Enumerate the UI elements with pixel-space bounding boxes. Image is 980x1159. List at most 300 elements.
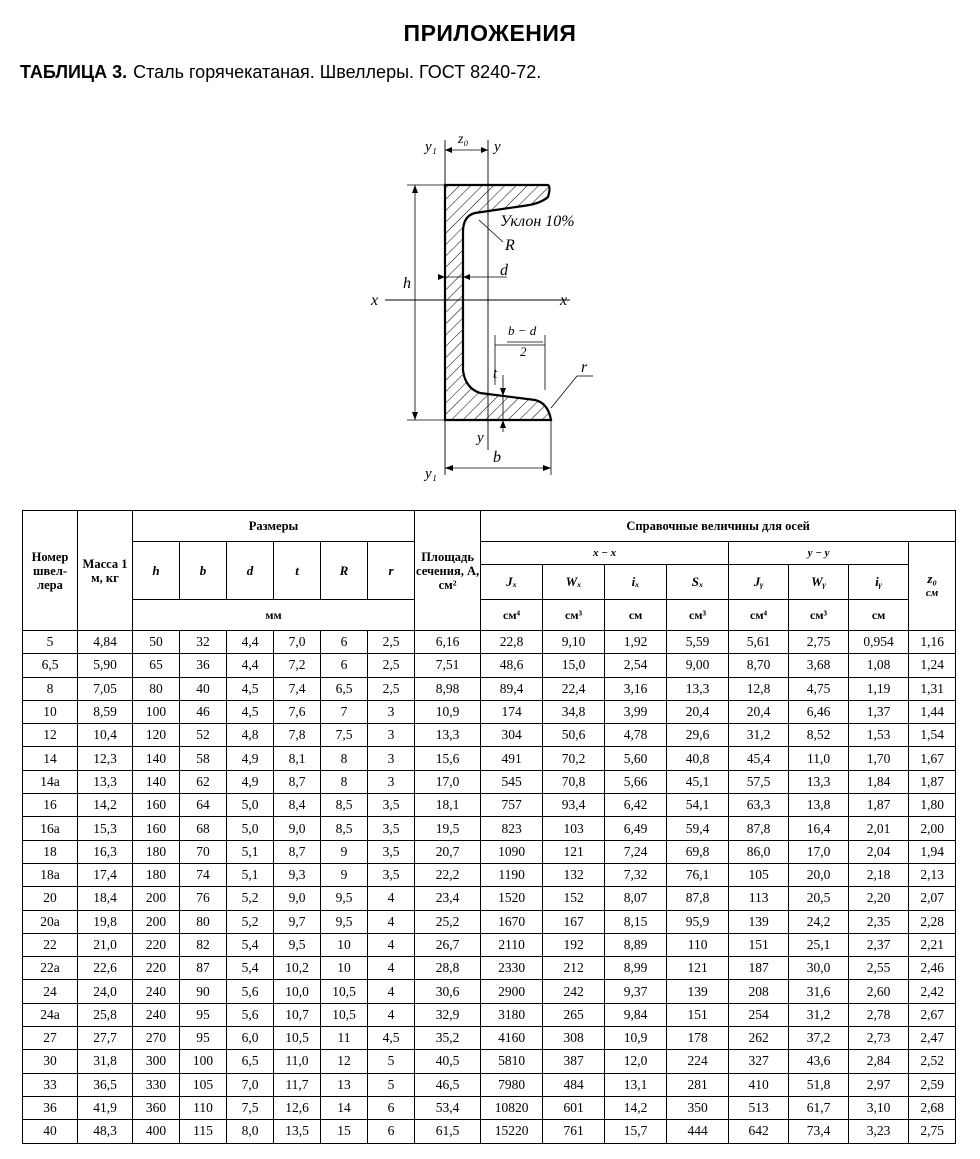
table-cell: 20,5 [789, 887, 849, 910]
caption-text: Сталь горячекатаная. Швеллеры. ГОСТ 8240-72. [133, 62, 542, 82]
table-cell: 3,10 [849, 1096, 909, 1119]
table-cell: 5,6 [227, 980, 274, 1003]
table-cell: 20 [23, 887, 78, 910]
table-cell: 200 [133, 910, 180, 933]
table-row [23, 677, 956, 700]
table-cell: 8,1 [274, 747, 321, 770]
table-cell: 2,5 [368, 654, 415, 677]
table-cell: 9 [321, 863, 368, 886]
table-cell: 4,75 [789, 677, 849, 700]
table-cell: 8,70 [729, 654, 789, 677]
header-unit-3: см³ [667, 600, 729, 631]
label-x-left: x [371, 292, 379, 309]
table-row [23, 724, 956, 747]
table-cell: 36 [180, 654, 227, 677]
table-cell: 270 [133, 1027, 180, 1050]
table-cell: 4,5 [227, 677, 274, 700]
table-cell: 5,2 [227, 887, 274, 910]
table-cell: 7,5 [227, 1096, 274, 1119]
table-cell: 3 [368, 724, 415, 747]
table-cell: 10,7 [274, 1003, 321, 1026]
header-size-0: h [133, 542, 180, 600]
table-cell: 400 [133, 1120, 180, 1143]
label-h: h [403, 275, 411, 292]
table-cell: 18 [23, 840, 78, 863]
table-cell: 3,5 [368, 817, 415, 840]
table-cell: 7,32 [605, 863, 667, 886]
header-z0 [909, 542, 956, 631]
table-cell: 63,3 [729, 794, 789, 817]
table-cell: 70,8 [543, 770, 605, 793]
table-cell: 2,60 [849, 980, 909, 1003]
table-cell: 16a [23, 817, 78, 840]
table-cell: 7,5 [321, 724, 368, 747]
table-cell: 265 [543, 1003, 605, 1026]
table-cell: 51,8 [789, 1073, 849, 1096]
table-cell: 15,7 [605, 1120, 667, 1143]
table-cell: 254 [729, 1003, 789, 1026]
header-unit-6: см [849, 600, 909, 631]
table-cell: 10,4 [78, 724, 133, 747]
table-cell: 54,1 [667, 794, 729, 817]
table-cell: 1,94 [909, 840, 956, 863]
table-cell: 31,8 [78, 1050, 133, 1073]
table-cell: 87,8 [729, 817, 789, 840]
table-row [23, 1096, 956, 1119]
table-cell: 208 [729, 980, 789, 1003]
table-cell: 4160 [481, 1027, 543, 1050]
table-cell: 59,4 [667, 817, 729, 840]
table-cell: 350 [667, 1096, 729, 1119]
table-cell: 5,4 [227, 933, 274, 956]
table-cell: 140 [133, 770, 180, 793]
table-cell: 360 [133, 1096, 180, 1119]
table-cell: 823 [481, 817, 543, 840]
table-cell: 2,75 [909, 1120, 956, 1143]
table-row [23, 1027, 956, 1050]
table-cell: 40 [23, 1120, 78, 1143]
table-row [23, 700, 956, 723]
table-cell: 152 [543, 887, 605, 910]
table-cell: 15,3 [78, 817, 133, 840]
table-cell: 1,53 [849, 724, 909, 747]
table-cell: 20,7 [415, 840, 481, 863]
table-cell: 24,2 [789, 910, 849, 933]
table-cell: 174 [481, 700, 543, 723]
table-cell: 15 [321, 1120, 368, 1143]
table-cell: 20a [23, 910, 78, 933]
table-cell: 304 [481, 724, 543, 747]
table-cell: 2,55 [849, 957, 909, 980]
header-z0-unit: см [925, 587, 939, 599]
label-b: b [493, 449, 501, 466]
table-cell: 484 [543, 1073, 605, 1096]
table-cell: 10,5 [321, 1003, 368, 1026]
table-row [23, 910, 956, 933]
table-cell: 8,15 [605, 910, 667, 933]
table-cell: 4,8 [227, 724, 274, 747]
header-yy-0: Jᵧ [729, 565, 789, 600]
table-cell: 1,54 [909, 724, 956, 747]
table-cell: 5,66 [605, 770, 667, 793]
table-cell: 65 [133, 654, 180, 677]
table-cell: 7,51 [415, 654, 481, 677]
table-cell: 50,6 [543, 724, 605, 747]
table-cell: 6,5 [227, 1050, 274, 1073]
table-cell: 6,0 [227, 1027, 274, 1050]
table-cell: 8,7 [274, 770, 321, 793]
table-cell: 24,0 [78, 980, 133, 1003]
table-cell: 8 [321, 747, 368, 770]
table-cell: 5 [368, 1073, 415, 1096]
table-cell: 8,07 [605, 887, 667, 910]
table-cell: 1,87 [849, 794, 909, 817]
header-xx-2: iₓ [605, 565, 667, 600]
table-cell: 212 [543, 957, 605, 980]
table-cell: 2110 [481, 933, 543, 956]
table-cell: 25,2 [415, 910, 481, 933]
table-cell: 26,7 [415, 933, 481, 956]
table-cell: 17,0 [415, 770, 481, 793]
header-z0-symbol: z₀ [927, 571, 937, 586]
table-cell: 6 [368, 1120, 415, 1143]
table-cell: 2,37 [849, 933, 909, 956]
table-cell: 87,8 [667, 887, 729, 910]
label-bd-numerator: b − d [508, 323, 537, 338]
header-unit-1: см³ [543, 600, 605, 631]
table-cell: 41,9 [78, 1096, 133, 1119]
table-row [23, 631, 956, 654]
table-cell: 2,59 [909, 1073, 956, 1096]
label-d: d [500, 262, 508, 279]
table-cell: 11 [321, 1027, 368, 1050]
table-cell: 22,6 [78, 957, 133, 980]
table-cell: 513 [729, 1096, 789, 1119]
table-cell: 8 [321, 770, 368, 793]
label-y1-bottom: y₁ [425, 466, 437, 482]
table-cell: 20,4 [729, 700, 789, 723]
table-cell: 4,84 [78, 631, 133, 654]
table-cell: 58 [180, 747, 227, 770]
table-cell: 3,5 [368, 794, 415, 817]
table-cell: 28,8 [415, 957, 481, 980]
table-caption [20, 62, 541, 83]
table-cell: 5,61 [729, 631, 789, 654]
table-cell: 5,90 [78, 654, 133, 677]
table-cell: 95,9 [667, 910, 729, 933]
header-sizes: Размеры [133, 511, 415, 542]
table-cell: 50 [133, 631, 180, 654]
header-size-2: d [227, 542, 274, 600]
table-cell: 327 [729, 1050, 789, 1073]
table-cell: 121 [543, 840, 605, 863]
table-cell: 15,0 [543, 654, 605, 677]
table-cell: 187 [729, 957, 789, 980]
table-cell: 4 [368, 1003, 415, 1026]
table-cell: 13,1 [605, 1073, 667, 1096]
table-cell: 25,1 [789, 933, 849, 956]
table-cell: 11,7 [274, 1073, 321, 1096]
table-cell: 22 [23, 933, 78, 956]
table-cell: 13,5 [274, 1120, 321, 1143]
table-cell: 240 [133, 980, 180, 1003]
table-cell: 8,52 [789, 724, 849, 747]
table-cell: 5810 [481, 1050, 543, 1073]
table-cell: 8,0 [227, 1120, 274, 1143]
table-cell: 32 [180, 631, 227, 654]
table-cell: 3,5 [368, 863, 415, 886]
table-cell: 76,1 [667, 863, 729, 886]
table-cell: 1190 [481, 863, 543, 886]
table-cell: 95 [180, 1027, 227, 1050]
table-cell: 22,8 [481, 631, 543, 654]
table-cell: 115 [180, 1120, 227, 1143]
table-cell: 7,8 [274, 724, 321, 747]
table-cell: 12,3 [78, 747, 133, 770]
table-cell: 100 [133, 700, 180, 723]
header-unit-4: см⁴ [729, 600, 789, 631]
table-cell: 105 [180, 1073, 227, 1096]
table-cell: 9,10 [543, 631, 605, 654]
table-cell: 24 [23, 980, 78, 1003]
table-cell: 9,0 [274, 817, 321, 840]
table-cell: 80 [180, 910, 227, 933]
table-cell: 8,59 [78, 700, 133, 723]
table-cell: 57,5 [729, 770, 789, 793]
table-cell: 10,2 [274, 957, 321, 980]
table-cell: 9,00 [667, 654, 729, 677]
table-cell: 18,4 [78, 887, 133, 910]
table-cell: 224 [667, 1050, 729, 1073]
table-cell: 410 [729, 1073, 789, 1096]
table-cell: 281 [667, 1073, 729, 1096]
table-cell: 86,0 [729, 840, 789, 863]
table-cell: 61,5 [415, 1120, 481, 1143]
table-cell: 13,8 [789, 794, 849, 817]
table-cell: 1090 [481, 840, 543, 863]
table-cell: 1520 [481, 887, 543, 910]
table-cell: 5,59 [667, 631, 729, 654]
table-cell: 9,37 [605, 980, 667, 1003]
table-cell: 4,9 [227, 747, 274, 770]
table-cell: 113 [729, 887, 789, 910]
table-cell: 8,7 [274, 840, 321, 863]
table-cell: 6,5 [321, 677, 368, 700]
table-cell: 18,1 [415, 794, 481, 817]
table-cell: 761 [543, 1120, 605, 1143]
table-cell: 7980 [481, 1073, 543, 1096]
caption-label: ТАБЛИЦА 3. [20, 62, 128, 82]
table-cell: 2,46 [909, 957, 956, 980]
table-cell: 24a [23, 1003, 78, 1026]
table-cell: 10,5 [274, 1027, 321, 1050]
table-cell: 74 [180, 863, 227, 886]
header-unit-5: см³ [789, 600, 849, 631]
table-cell: 1,16 [909, 631, 956, 654]
table-cell: 4 [368, 980, 415, 1003]
table-cell: 12 [321, 1050, 368, 1073]
table-cell: 12 [23, 724, 78, 747]
header-axis-xx: x − x [481, 542, 729, 565]
table-cell: 40,5 [415, 1050, 481, 1073]
header-size-4: R [321, 542, 368, 600]
table-cell: 5,1 [227, 840, 274, 863]
table-cell: 8,99 [605, 957, 667, 980]
table-cell: 13 [321, 1073, 368, 1096]
table-cell: 7,0 [227, 1073, 274, 1096]
label-y-top: y [494, 139, 501, 155]
label-z0: z₀ [458, 132, 469, 147]
table-cell: 3,16 [605, 677, 667, 700]
table-cell: 1,80 [909, 794, 956, 817]
table-cell: 2,52 [909, 1050, 956, 1073]
table-cell: 6 [321, 654, 368, 677]
table-cell: 2,04 [849, 840, 909, 863]
table-cell: 100 [180, 1050, 227, 1073]
table-cell: 387 [543, 1050, 605, 1073]
table-cell: 37,2 [789, 1027, 849, 1050]
table-cell: 1,37 [849, 700, 909, 723]
table-cell: 21,0 [78, 933, 133, 956]
table-row [23, 794, 956, 817]
table-cell: 17,0 [789, 840, 849, 863]
table-cell: 7,24 [605, 840, 667, 863]
table-cell: 9,5 [321, 910, 368, 933]
table-cell: 444 [667, 1120, 729, 1143]
header-yy-2: iᵧ [849, 565, 909, 600]
table-cell: 9,0 [274, 887, 321, 910]
table-cell: 9,7 [274, 910, 321, 933]
table-cell: 240 [133, 1003, 180, 1026]
table-cell: 220 [133, 957, 180, 980]
table-cell: 220 [133, 933, 180, 956]
table-cell: 6,49 [605, 817, 667, 840]
table-cell: 491 [481, 747, 543, 770]
table-cell: 6,42 [605, 794, 667, 817]
table-cell: 64 [180, 794, 227, 817]
table-cell: 601 [543, 1096, 605, 1119]
table-cell: 4 [368, 933, 415, 956]
table-cell: 9,5 [321, 887, 368, 910]
table-cell: 2,5 [368, 677, 415, 700]
header-size-5: r [368, 542, 415, 600]
table-row [23, 863, 956, 886]
table-row [23, 770, 956, 793]
table-cell: 16,3 [78, 840, 133, 863]
table-cell: 40 [180, 677, 227, 700]
header-area: Площадь сечения, A, см² [415, 511, 481, 631]
table-cell: 22,2 [415, 863, 481, 886]
table-cell: 20,0 [789, 863, 849, 886]
table-cell: 9,84 [605, 1003, 667, 1026]
header-size-1: b [180, 542, 227, 600]
table-cell: 10 [23, 700, 78, 723]
table-row [23, 887, 956, 910]
table-row [23, 933, 956, 956]
table-cell: 46 [180, 700, 227, 723]
table-cell: 2,75 [789, 631, 849, 654]
table-cell: 4 [368, 957, 415, 980]
table-cell: 53,4 [415, 1096, 481, 1119]
table-cell: 48,3 [78, 1120, 133, 1143]
table-cell: 8,4 [274, 794, 321, 817]
header-number: Номер швел-лера [23, 511, 78, 631]
table-cell: 70 [180, 840, 227, 863]
label-R: R [505, 237, 515, 254]
table-cell: 16,4 [789, 817, 849, 840]
table-cell: 27 [23, 1027, 78, 1050]
table-cell: 70,2 [543, 747, 605, 770]
table-cell: 9,3 [274, 863, 321, 886]
table-cell: 6,5 [23, 654, 78, 677]
table-cell: 2,20 [849, 887, 909, 910]
table-cell: 8,5 [321, 794, 368, 817]
table-cell: 110 [180, 1096, 227, 1119]
table-cell: 2,00 [909, 817, 956, 840]
table-cell: 5,0 [227, 794, 274, 817]
table-cell: 3,23 [849, 1120, 909, 1143]
table-cell: 3,68 [789, 654, 849, 677]
table-cell: 7,2 [274, 654, 321, 677]
table-cell: 2,13 [909, 863, 956, 886]
table-cell: 8 [23, 677, 78, 700]
table-cell: 330 [133, 1073, 180, 1096]
table-cell: 2,21 [909, 933, 956, 956]
table-cell: 3,99 [605, 700, 667, 723]
table-cell: 52 [180, 724, 227, 747]
table-row [23, 1120, 956, 1143]
table-cell: 19,8 [78, 910, 133, 933]
table-row [23, 654, 956, 677]
table-cell: 30 [23, 1050, 78, 1073]
table-cell: 8,5 [321, 817, 368, 840]
table-cell: 7,6 [274, 700, 321, 723]
table-cell: 61,7 [789, 1096, 849, 1119]
table-cell: 10,9 [415, 700, 481, 723]
table-cell: 12,8 [729, 677, 789, 700]
table-cell: 68 [180, 817, 227, 840]
table-cell: 5,2 [227, 910, 274, 933]
table-cell: 151 [729, 933, 789, 956]
table-cell: 20,4 [667, 700, 729, 723]
table-cell: 15220 [481, 1120, 543, 1143]
table-cell: 16 [23, 794, 78, 817]
table-cell: 87 [180, 957, 227, 980]
table-cell: 192 [543, 933, 605, 956]
header-mass: Масса 1 м, кг [78, 511, 133, 631]
table-cell: 139 [667, 980, 729, 1003]
header-xx-3: Sₓ [667, 565, 729, 600]
table-cell: 5,60 [605, 747, 667, 770]
label-r: r [581, 359, 588, 376]
header-unit-0: см⁴ [481, 600, 543, 631]
table-cell: 160 [133, 794, 180, 817]
table-cell: 10,9 [605, 1027, 667, 1050]
table-cell: 1,31 [909, 677, 956, 700]
table-cell: 0,954 [849, 631, 909, 654]
table-cell: 300 [133, 1050, 180, 1073]
table-cell: 34,8 [543, 700, 605, 723]
table-row [23, 747, 956, 770]
table-cell: 90 [180, 980, 227, 1003]
table-cell: 4,78 [605, 724, 667, 747]
table-cell: 2,68 [909, 1096, 956, 1119]
table-cell: 31,6 [789, 980, 849, 1003]
table-cell: 1,67 [909, 747, 956, 770]
header-axis-yy: y − y [729, 542, 909, 565]
table-cell: 2,42 [909, 980, 956, 1003]
table-header [23, 511, 956, 631]
